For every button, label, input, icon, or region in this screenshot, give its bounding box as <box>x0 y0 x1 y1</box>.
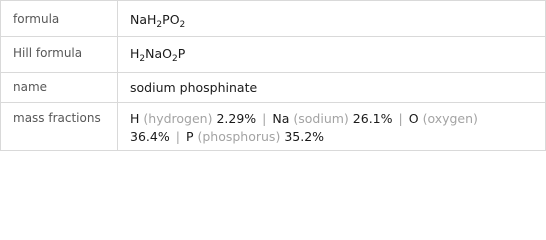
hill-formula-part: P <box>177 46 186 61</box>
formula-part: PO <box>162 12 180 27</box>
formula-label-cell <box>1 1 118 36</box>
separator: | <box>398 111 403 126</box>
mass-fractions-line-2 <box>130 129 324 144</box>
name-row <box>0 72 546 103</box>
hill-formula-subscript: 2 <box>139 54 146 64</box>
element-name: (phosphorus) <box>197 129 281 144</box>
name-value-cell <box>118 72 545 102</box>
formula-part: NaH <box>130 12 157 27</box>
mass-fractions-label: mass fractions <box>13 111 101 125</box>
element-name: (hydrogen) <box>143 111 213 126</box>
mass-fractions-row <box>0 102 546 151</box>
element-percent: 26.1% <box>352 111 393 126</box>
separator: | <box>262 111 267 126</box>
element-symbol: H <box>130 111 140 126</box>
element-symbol: O <box>408 111 419 126</box>
formula-label: formula <box>13 12 60 26</box>
separator: | <box>175 129 180 144</box>
element-percent: 35.2% <box>284 129 325 144</box>
mass-fraction-hydrogen <box>130 111 256 126</box>
element-name: (sodium) <box>293 111 349 126</box>
mass-fractions-label-cell <box>1 102 118 150</box>
hill-formula-part: H <box>130 46 140 61</box>
name-label: name <box>13 80 48 94</box>
mass-fractions-value-cell <box>118 102 545 150</box>
hill-formula-value-cell <box>118 36 545 72</box>
formula-row <box>0 0 546 37</box>
mass-fraction-phosphorus <box>186 129 324 144</box>
element-symbol: Na <box>272 111 290 126</box>
mass-fractions-line-1 <box>130 111 478 126</box>
hill-formula-row <box>0 36 546 73</box>
element-name: (oxygen) <box>422 111 478 126</box>
element-percent: 2.29% <box>216 111 257 126</box>
name-value: sodium phosphinate <box>130 80 258 95</box>
element-percent: 36.4% <box>130 129 170 144</box>
hill-formula-part: NaO <box>145 46 172 61</box>
formula-subscript: 2 <box>156 20 163 30</box>
mass-fraction-sodium <box>272 111 392 126</box>
formula-subscript: 2 <box>179 20 186 30</box>
formula-value <box>130 12 186 30</box>
hill-formula-label: Hill formula <box>13 46 83 60</box>
hill-formula-value <box>130 46 186 64</box>
hill-formula-subscript: 2 <box>172 54 178 64</box>
formula-value-cell <box>118 1 545 36</box>
hill-formula-label-cell <box>1 36 118 72</box>
element-symbol: P <box>185 129 194 144</box>
mass-fraction-oxygen-symbol-group <box>409 111 478 126</box>
name-label-cell <box>1 72 118 102</box>
